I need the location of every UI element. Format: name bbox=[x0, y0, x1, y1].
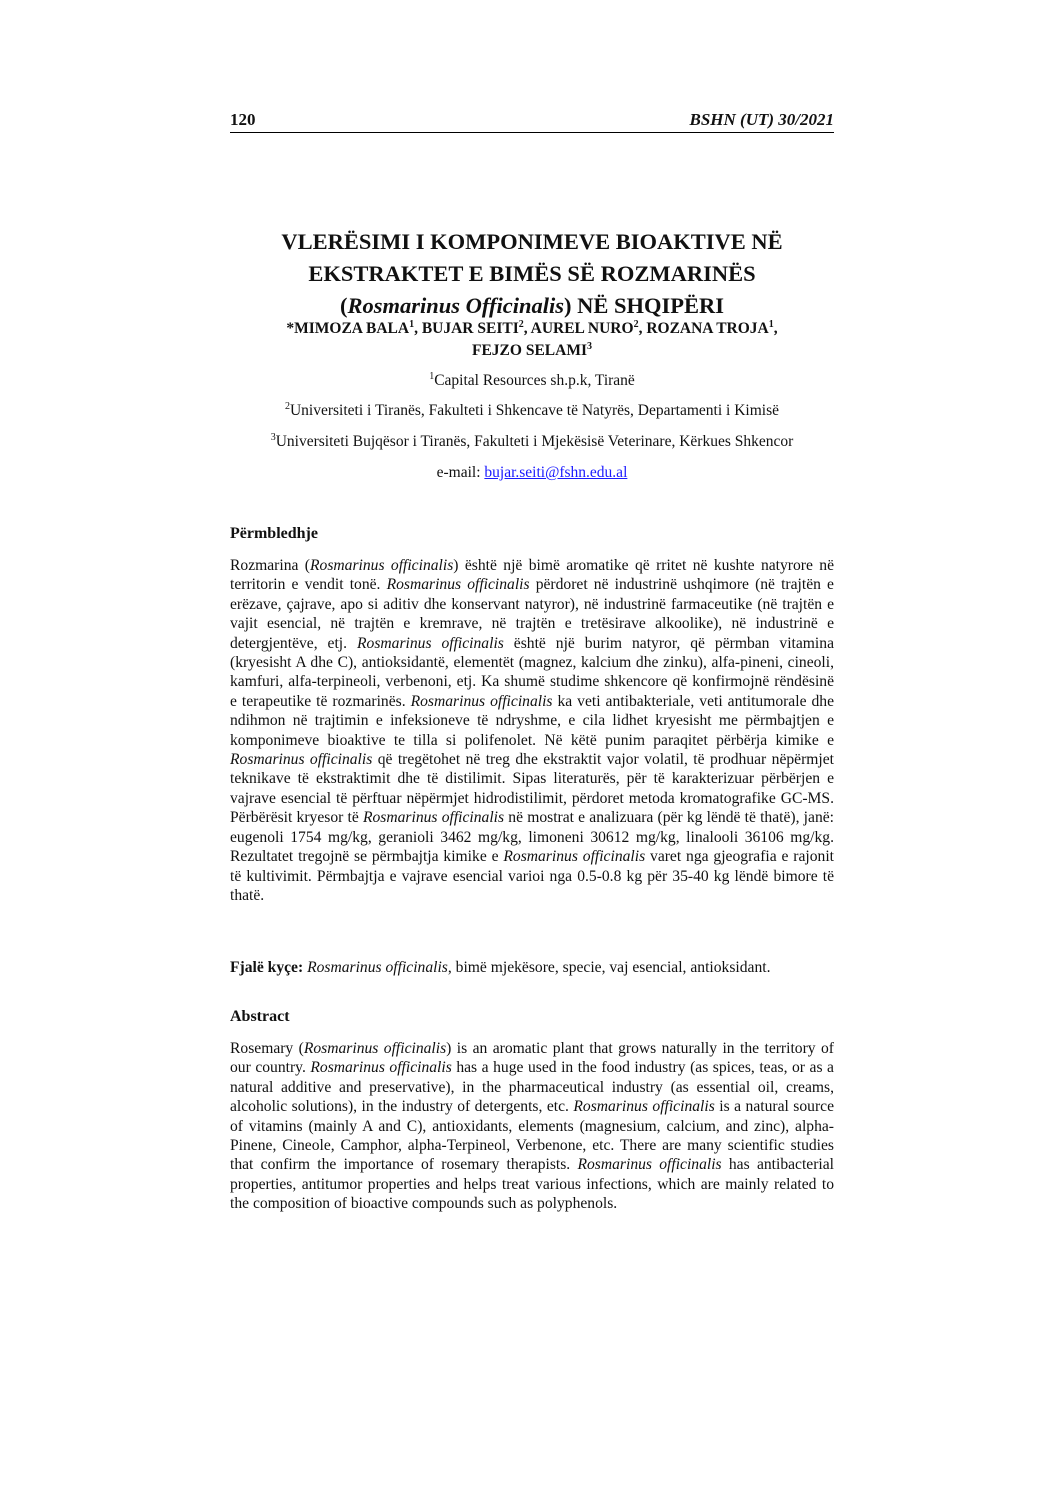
contact-email: e-mail: bujar.seiti@fshn.edu.al bbox=[436, 464, 628, 481]
abstract-paragraph: Rosemary (Rosmarinus officinalis) is an aromatic plant that grows naturally in the territory of our country. Rosmarinus officinalis has a huge used in the food industry (as spices, teas, or as a natural additive and preservative), in the pharmaceutical industry (as essential oil, creams, alcoholic solutions), in the industry of detergents, etc. Rosmarinus officinalis is a natural source of vitamins (mainly A and C), antioxidants, elements (magnesium, calcium, and zinc), alpha-Pinene, Cineole, Camphor, alpha-Terpineol, Verbenone, etc. There are many scientific studies that confirm the importance of rosemary therapists. Rosmarinus officinalis has antibacterial properties, antitumor properties and helps treat various infections, which are mainly related to the composition of bioactive compounds such as polyphenols. bbox=[230, 1040, 834, 1213]
author: AUREL NURO bbox=[530, 320, 634, 337]
title-line-3: (Rosmarinus Officinalis) NË SHQIPËRI bbox=[339, 293, 725, 318]
author: BUJAR SEITI bbox=[421, 320, 519, 337]
header-rule bbox=[230, 132, 834, 133]
section-heading-abstract: Abstract bbox=[230, 1008, 290, 1025]
running-header bbox=[230, 110, 834, 130]
paper-title bbox=[200, 226, 864, 322]
email-link[interactable]: bujar.seiti@fshn.edu.al bbox=[484, 464, 628, 481]
affiliation-1: $^1$Capital Resources sh.p.k, Tiranë bbox=[429, 370, 635, 389]
author: *MIMOZA BALA bbox=[286, 320, 410, 337]
keywords-paragraph: Fjalë kyçe: Rosmarinus officinalis, bimë mjekësore, specie, vaj esencial, antioksidant. bbox=[230, 959, 771, 976]
author-list bbox=[210, 318, 854, 362]
title-line-2: EKSTRAKTET E BIMËS SË ROZMARINËS bbox=[308, 261, 756, 286]
author: ROZANA TROJA bbox=[646, 320, 769, 337]
journal-reference: BSHN (UT) 30/2021 bbox=[689, 110, 834, 129]
summary-paragraph: Rozmarina (Rosmarinus officinalis) është një bimë aromatike që rritet në kushte natyrore në territorin e vendit tonë. Rosmarinus officinalis përdoret në industrinë ushqimore (në trajtën e erëzave, çajrave, apo si aditiv dhe konservant natyror), në industrinë farmaceutike (në trajtën e vajit esencial, në trajtën e kremrave, në trajtën e tretësirave alkoolike), në industrinë e detergjentëve, etj. Rosmarinus officinalis është një burim natyror, që përmban vitamina (kryesisht A dhe C), antioksidantë, elementët (magnez, kalcium dhe zinku), alfa-pineni, cineoli, kamfuri, alfa-terpineoli, verbenoni, etj. Ka shumë studime shkencore që konfirmojnë rëndësinë e terapeutike të rozmarinës. Rosmarinus officinalis ka veti antibakteriale, veti antitumorale dhe ndihmon në trajtimin e infeksioneve të ndryshme, e cila lidhet kryesisht me përmbajtjen e komponimeve bioaktive te tilla si polifenolet. Në këtë punim paraqitet përbërja kimike e Rosmarinus officinalis që tregëtohet në treg dhe ekstraktit vajor volatil, të prodhuar nëpërmjet teknikave të ekstraktimit dhe të distilimit. Sipas literaturës, për të karakterizuar përbërjen e vajrave esencial të përftuar nëpërmjet hidrodistilimit, përdoret metoda kromatografike GC-MS. Përbërësit kryesor të Rosmarinus officinalis në mostrat e analizuara (për kg lëndë të thatë), janë: eugenoli 1754 mg/kg, geranioli 3462 mg/kg, limoneni 30612 mg/kg, linalooli 36106 mg/kg. Rezultatet tregojnë se përmbajtja kimike e Rosmarinus officinalis varet nga gjeografia e rajonit të kultivimit. Përmbajtja e vajrave esencial varioi nga 0.5-0.8 kg për 35-40 kg lëndë bimore të thatë. bbox=[230, 557, 835, 904]
affiliation-2: $^2$Universiteti i Tiranës, Fakulteti i Shkencave të Natyrës, Departamenti i Kimisë bbox=[284, 400, 779, 419]
keywords-label: Fjalë kyçe: bbox=[230, 959, 304, 976]
title-species: Rosmarinus Officinalis bbox=[347, 293, 564, 318]
author-line-2: FEJZO SELAMI$^3$ bbox=[472, 340, 592, 359]
author-line-1: *MIMOZA BALA$^1$, BUJAR SEITI$^2$, AUREL NURO$^2$, ROZANA TROJA$^1$, bbox=[286, 318, 778, 337]
affiliation-3: $^3$Universiteti Bujqësor i Tiranës, Fakulteti i Mjekësisë Veterinare, Kërkues Shkencor bbox=[270, 431, 794, 450]
author: FEJZO SELAMI bbox=[472, 342, 587, 359]
page-number: 120 bbox=[230, 110, 256, 129]
title-line-1: VLERËSIMI I KOMPONIMEVE BIOAKTIVE NË bbox=[281, 229, 783, 254]
section-heading-permbledhje: Përmbledhje bbox=[230, 525, 318, 542]
